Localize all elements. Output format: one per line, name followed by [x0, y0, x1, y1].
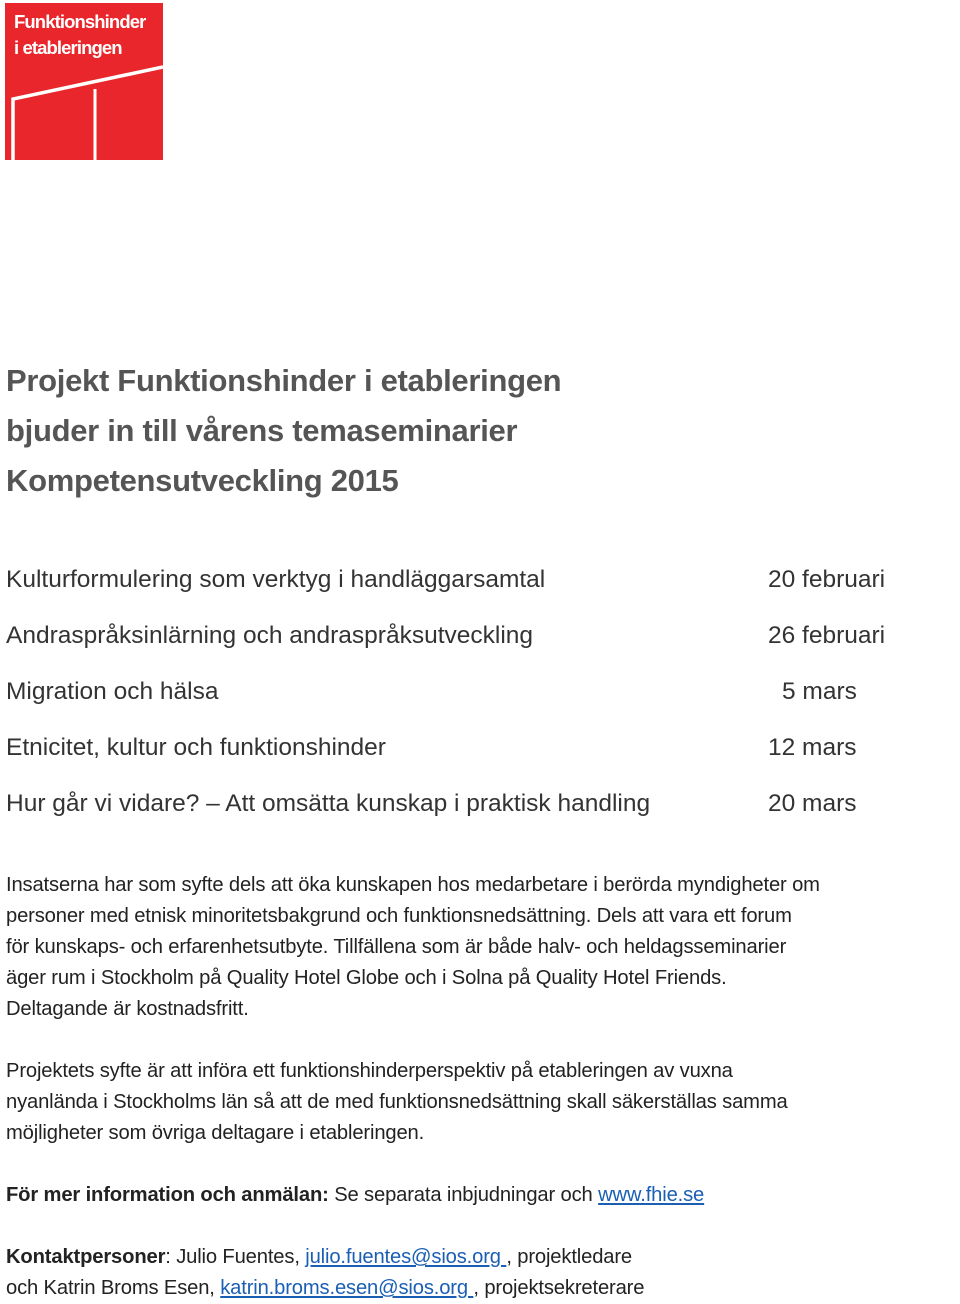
contact-role: , projektsekreterare — [473, 1277, 645, 1299]
description-paragraph — [6, 870, 960, 1025]
seminar-topic: Etnicitet, kultur och funktionshinder — [6, 734, 386, 761]
seminar-date: 5 mars — [782, 678, 857, 705]
seminar-date: 12 mars — [768, 734, 857, 761]
logo-text-line2: i etableringen — [14, 37, 122, 58]
page-title — [6, 356, 906, 506]
contact-text: : Julio Fuentes, — [165, 1246, 306, 1268]
seminar-date: 20 februari — [768, 566, 886, 593]
seminar-topic: Hur går vi vidare? – Att omsätta kunskap i praktisk handling — [6, 790, 651, 817]
seminar-row — [6, 664, 960, 720]
seminar-date: 26 februari — [768, 622, 886, 649]
title-line-2: bjuder in till vårens temaseminarier — [6, 413, 518, 448]
seminar-row — [6, 720, 960, 776]
seminar-topic: Andraspråksinlärning och andraspråksutveckling — [6, 622, 534, 649]
website-link[interactable]: www.fhie.se — [598, 1184, 705, 1206]
paragraph-line: möjligheter som övriga deltagare i etableringen. — [6, 1122, 425, 1144]
title-line-3: Kompetensutveckling 2015 — [6, 463, 399, 498]
title-line-1: Projekt Funktionshinder i etableringen — [6, 363, 562, 398]
contact-role: , projektledare — [506, 1246, 633, 1268]
email-link-julio[interactable]: julio.fuentes@sios.org — [305, 1246, 507, 1268]
info-text: Se separata inbjudningar och — [328, 1184, 599, 1206]
info-label: För mer information och anmälan: — [6, 1184, 329, 1206]
contacts — [6, 1242, 960, 1304]
logo-text-line1: Funktionshinder — [14, 11, 146, 32]
paragraph-line: Projektets syfte är att införa ett funktionshinderperspektiv på etableringen av vuxna — [6, 1060, 733, 1082]
paragraph-line: för kunskaps- och erfarenhetsutbyte. Tillfällena som är både halv- och heldagsseminarier — [6, 936, 787, 958]
seminar-list — [6, 552, 960, 832]
seminar-row — [6, 776, 960, 832]
paragraph-line: nyanlända i Stockholms län så att de med funktionsnedsättning skall säkerställas samma — [6, 1091, 788, 1113]
paragraph-line: äger rum i Stockholm på Quality Hotel Globe och i Solna på Quality Hotel Friends. — [6, 967, 727, 989]
purpose-paragraph — [6, 1056, 960, 1149]
paragraph-line: Insatserna har som syfte dels att öka kunskapen hos medarbetare i berörda myndigheter om — [6, 874, 820, 896]
seminar-topic: Migration och hälsa — [6, 678, 219, 705]
paragraph-line: personer med etnisk minoritetsbakgrund och funktionsnedsättning. Dels att vara ett forum — [6, 905, 792, 927]
info-line — [6, 1180, 960, 1211]
seminar-row — [6, 608, 960, 664]
seminar-date: 20 mars — [768, 790, 857, 817]
seminar-topic: Kulturformulering som verktyg i handläggarsamtal — [6, 566, 546, 593]
seminar-row — [6, 552, 960, 608]
email-link-katrin[interactable]: katrin.broms.esen@sios.org — [220, 1277, 474, 1299]
paragraph-line: Deltagande är kostnadsfritt. — [6, 998, 249, 1020]
contacts-label: Kontaktpersoner — [6, 1246, 166, 1268]
logo — [5, 3, 163, 160]
contact-text: och Katrin Broms Esen, — [6, 1277, 221, 1299]
